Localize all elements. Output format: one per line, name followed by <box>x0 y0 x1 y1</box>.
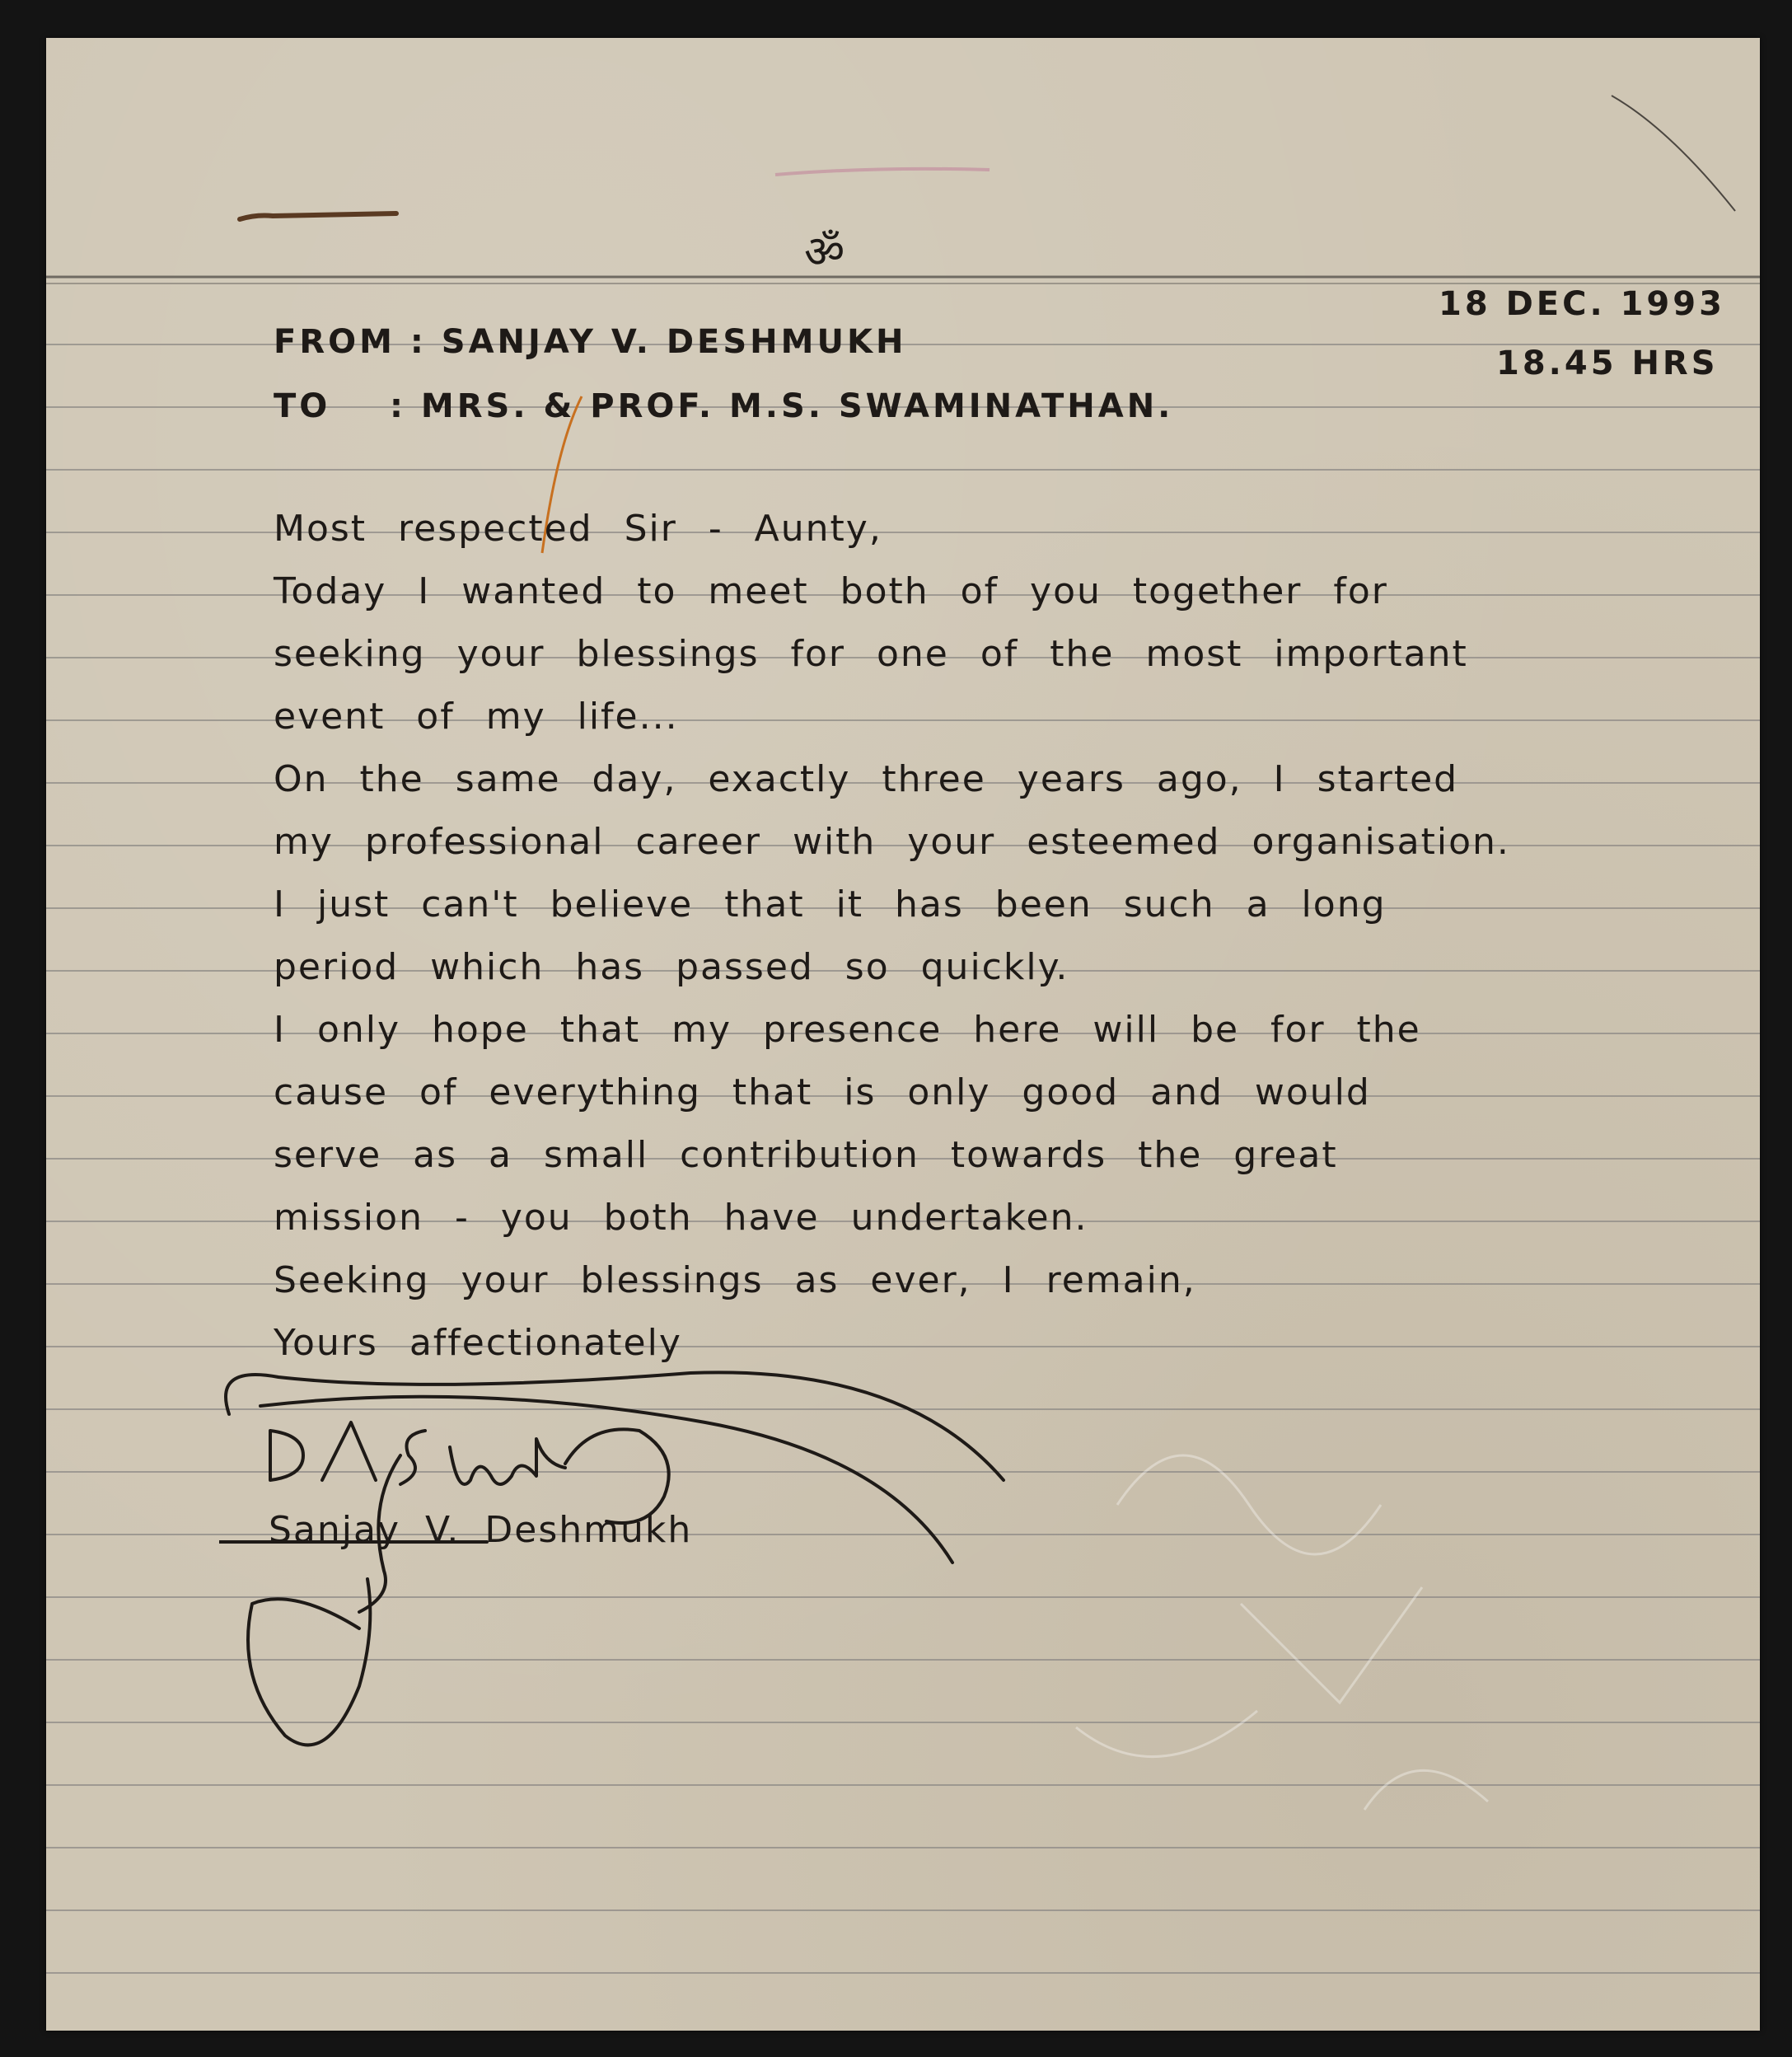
brown-pen-mark <box>236 203 400 236</box>
body-line: mission - you both have undertaken. <box>274 1197 1088 1239</box>
closing-line: Seeking your blessings as ever, I remain, <box>274 1259 1196 1301</box>
body-line: my professional career with your esteemed organisation. <box>274 821 1510 863</box>
handwritten-signature <box>219 1356 1093 1752</box>
from-line: FROM : SANJAY V. DESHMUKH <box>274 323 907 361</box>
letter-date: 18 DEC. 1993 <box>1439 285 1725 323</box>
body-line: Today I wanted to meet both of you together for <box>274 570 1388 612</box>
om-symbol: ॐ <box>804 226 845 278</box>
body-line: event of my life... <box>274 696 679 738</box>
salutation: Most respected Sir - Aunty, <box>274 508 882 550</box>
body-line: serve as a small contribution towards the great <box>274 1134 1338 1176</box>
signature-name: Sanjay V. Deshmukh <box>269 1509 693 1551</box>
body-line: cause of everything that is only good and would <box>274 1071 1371 1113</box>
body-line: I just can't believe that it has been such a long <box>274 883 1387 925</box>
to-line: TO : MRS. & PROF. M.S. SWAMINATHAN. <box>274 387 1174 425</box>
letter-time: 18.45 HRS <box>1496 344 1719 382</box>
body-line: I only hope that my presence here will be for the <box>274 1009 1421 1051</box>
body-line: seeking your blessings for one of the most important <box>274 633 1468 675</box>
pink-pen-mark <box>771 162 1002 186</box>
body-line: On the same day, exactly three years ago, I started <box>274 758 1459 800</box>
valediction: Yours affectionately <box>274 1322 682 1364</box>
letter-paper <box>46 38 1760 2031</box>
body-line: period which has passed so quickly. <box>274 946 1069 988</box>
